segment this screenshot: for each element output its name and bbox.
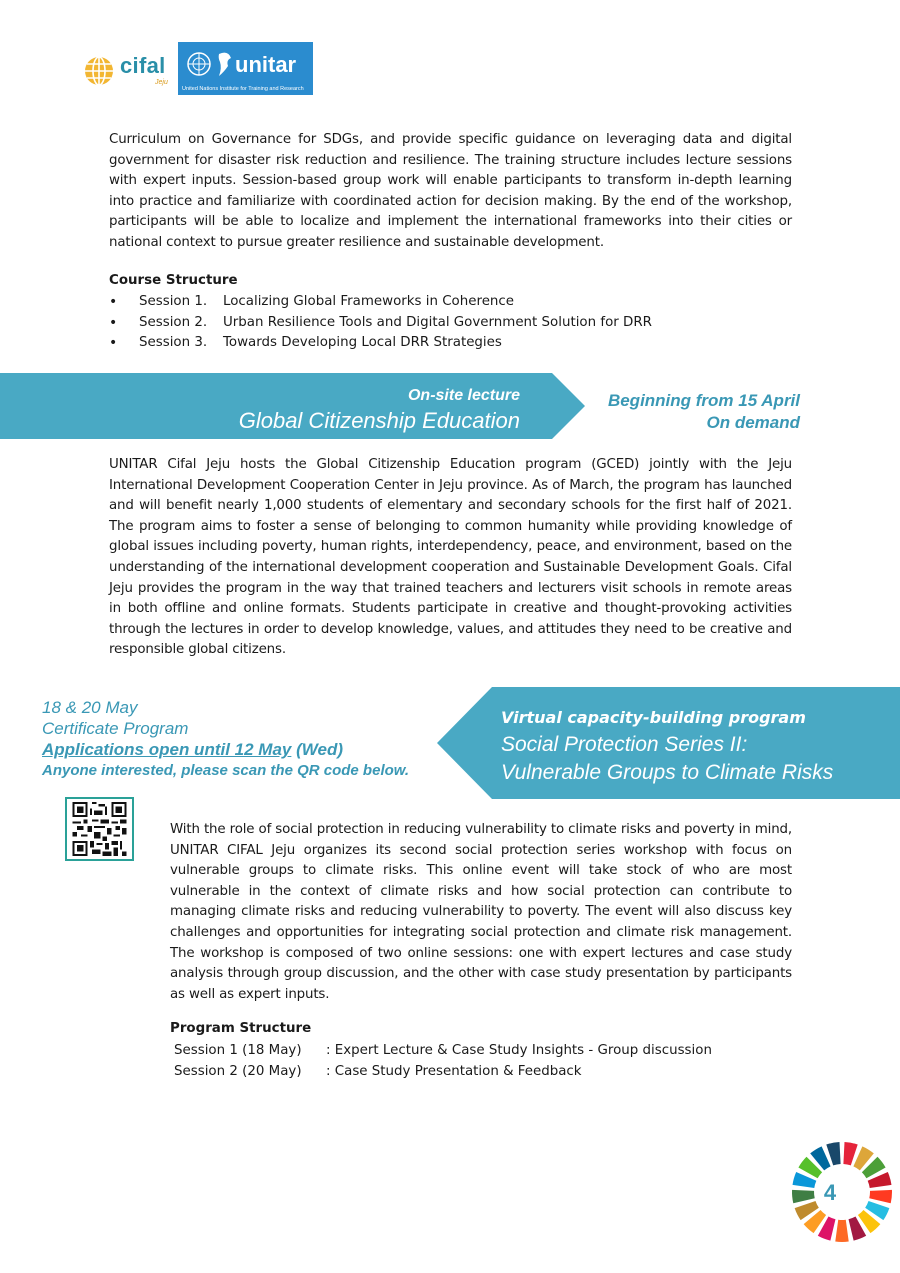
session-number: Session 3. [139, 335, 208, 350]
course-session-list [109, 292, 652, 354]
program-structure-heading: Program Structure [170, 1021, 312, 1036]
gced-paragraph: UNITAR Cifal Jeju hosts the Global Citizenship Education program (GCED) jointly with the Jeju International Development Cooperation Center in Jeju province. As of March, the program has launched and will benefit nearly 1,000 students of elementary and secondary schools for the first half of 2021. The program aims to foster a sense of belonging to common humanity while providing knowledge of global issues including poverty, human rights, interdependency, peace, and environment, based on the understanding of the international development cooperation and Sustainable Development Goals. Cifal Jeju provides the program in the way that trained teachers and lecturers visit schools in remote areas in both offline and online formats. Students participate in creative and thought-provoking activities through the lectures in order to develop knowledge, values, and attitudes they need to be creative and responsible global citizens. [109, 457, 792, 658]
certificate-label: Certificate Program [42, 719, 189, 738]
cifal-wordmark: cifal [120, 53, 166, 78]
session-description: : Expert Lecture & Case Study Insights - Group discussion [326, 1043, 712, 1058]
bullet: • [109, 335, 118, 351]
sp-banner-title-2: Vulnerable Groups to Climate Risks [501, 761, 834, 784]
page-number: 4 [823, 1180, 837, 1205]
session-number: Session 1. [139, 294, 208, 309]
unitar-logo [178, 42, 313, 95]
program-session-list [174, 1041, 712, 1082]
sdg-wheel-icon [790, 1140, 894, 1244]
qr-code[interactable] [65, 797, 134, 861]
event-dates: 18 & 20 May [42, 698, 138, 717]
social-protection-paragraph: With the role of social protection in reducing vulnerability to climate risks and poverty in mind, UNITAR CIFAL Jeju organizes its second social protection series workshop with focus on vulnerable groups to climate risks. This online event will take stock of who are most vulnerable in the context of climate risks and how social protection can contribute to managing climate risks and reducing vulnerability to poverty. The event will also discuss key challenges and opportunities for integrating social protection and climate risk management. The workshop is composed of two online sessions: one with expert lectures and case study analysis through group discussion, and the other with case study presentation by participants as well as expert inputs. [170, 822, 792, 1002]
sdg-segment [835, 1220, 848, 1242]
cifal-logo [82, 50, 172, 90]
cifal-subtitle: Jeju [155, 79, 168, 86]
session-description: : Case Study Presentation & Feedback [326, 1063, 582, 1079]
list-item [109, 333, 652, 354]
sp-banner-title-1: Social Protection Series II: [501, 733, 748, 756]
session-name: Session 1 (18 May) [174, 1043, 302, 1058]
gced-availability: On demand [706, 413, 800, 432]
unitar-bird-icon [216, 50, 234, 78]
scan-instruction: Anyone interested, please scan the QR code below. [42, 762, 410, 779]
social-protection-info [42, 697, 409, 781]
gced-banner-label: On-site lecture [407, 387, 520, 404]
list-item [109, 292, 652, 313]
list-item [174, 1041, 712, 1062]
sdg-segment [792, 1190, 815, 1203]
list-item [109, 313, 652, 334]
gced-banner-title: Global Citizenship Education [238, 408, 520, 433]
sdg-segment [869, 1190, 892, 1203]
list-item [174, 1062, 712, 1083]
applications-link[interactable]: Applications open until 12 May [42, 740, 292, 759]
bullet: • [109, 294, 118, 310]
session-number: Session 2. [139, 314, 208, 330]
applications-day: (Wed) [291, 740, 343, 759]
session-title: Urban Resilience Tools and Digital Government Solution for DRR [223, 314, 652, 330]
bullet: • [109, 314, 118, 331]
unitar-wordmark: unitar [235, 52, 297, 77]
globe-icon [82, 54, 116, 88]
intro-paragraph: Curriculum on Governance for SDGs, and provide specific guidance on leveraging data and digital government for disaster risk reduction and resilience. The training structure includes lecture sessions with expert inputs. Session-based group work will enable participants to transform in-depth learning into practice and familiarize with coordinated action for decision making. By the end of the workshop, participants will be able to localize and implement the international frameworks into their cities or national context to pursue greater resilience and sustainable development. [109, 132, 792, 250]
gced-date: Beginning from 15 April [607, 391, 800, 410]
unitar-subtitle: United Nations Institute for Training and Research [182, 86, 304, 92]
session-title: Towards Developing Local DRR Strategies [223, 335, 502, 350]
sp-banner-label: Virtual capacity-building program [501, 708, 806, 727]
course-structure-heading: Course Structure [109, 273, 238, 288]
session-title: Localizing Global Frameworks in Coherence [223, 294, 515, 309]
qr-code-icon [70, 802, 129, 856]
un-emblem-icon [186, 51, 212, 77]
session-name: Session 2 (20 May) [174, 1063, 302, 1079]
